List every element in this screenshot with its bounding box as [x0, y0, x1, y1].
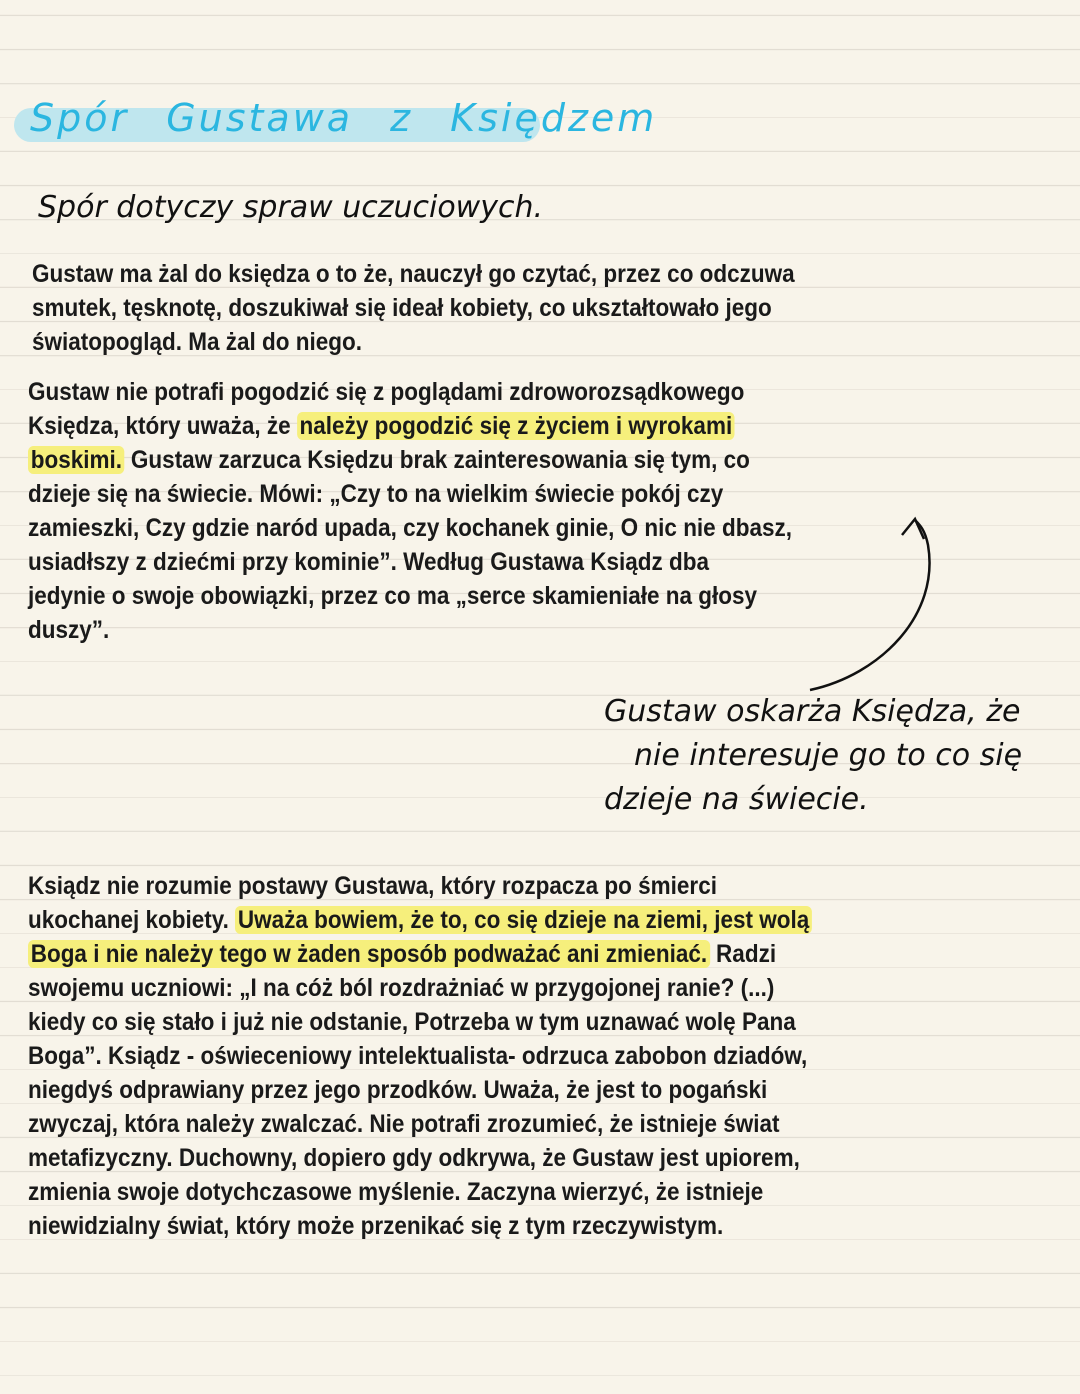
paragraph-1 [32, 257, 879, 359]
highlighted-text: Boga i nie należy tego w żaden sposób podważać ani zmieniać. [28, 940, 710, 968]
text-line [28, 1107, 812, 1141]
text-segment: jedynie o swoje obowiązki, przez co ma „serce skamieniałe na głosy [28, 582, 758, 610]
text-segment: zwyczaj, która należy zwalczać. Nie potrafi zrozumieć, że istnieje świat [28, 1110, 780, 1138]
text-segment: niewidzialny świat, który może przenikać się z tym rzeczywistym. [28, 1212, 724, 1240]
highlighted-text: należy pogodzić się z życiem i wyrokami [297, 412, 735, 440]
text-segment: światopogląd. Ma żal do niego. [32, 328, 363, 356]
text-line [28, 613, 792, 647]
text-line [32, 325, 795, 359]
note-line: dzieje na świecie. [604, 782, 869, 817]
text-line [28, 477, 792, 511]
text-segment: Gustaw nie potrafi pogodzić się z poglądami zdroworozsądkowego [28, 378, 745, 406]
text-line [28, 1175, 812, 1209]
text-segment: zmienia swoje dotychczasowe myślenie. Zaczyna wierzyć, że istnieje [28, 1178, 764, 1206]
text-segment: smutek, tęsknotę, doszukiwał się ideał kobiety, co ukształtowało jego [32, 294, 772, 322]
text-segment: metafizyczny. Duchowny, dopiero gdy odkrywa, że Gustaw jest upiorem, [28, 1144, 800, 1172]
text-segment: Ksiądz nie rozumie postawy Gustawa, który rozpacza po śmierci [28, 872, 717, 900]
text-segment: Radzi [709, 940, 777, 968]
text-segment: usiadłszy z dziećmi przy kominie”. Według Gustawa Ksiądz dba [28, 548, 710, 576]
text-segment: kiedy co się stało i już nie odstanie, Potrzeba w tym uznawać wolę Pana [28, 1008, 796, 1036]
text-line [28, 1141, 812, 1175]
text-line [32, 257, 795, 291]
note-line: nie interesuje go to co się [634, 738, 1023, 773]
note-line: Gustaw oskarża Księdza, że [604, 694, 1021, 729]
text-line [28, 545, 792, 579]
text-line [28, 579, 792, 613]
text-line [28, 1209, 812, 1243]
text-line [28, 443, 792, 477]
text-segment: niegdyś odprawiany przez jego przodków. Uważa, że jest to pogański [28, 1076, 768, 1104]
text-line [28, 375, 792, 409]
text-segment: Księdza, który uważa, że [28, 412, 297, 440]
paragraph-2 [28, 375, 877, 647]
text-segment: zamieszki, Czy gdzie naród upada, czy kochanek ginie, O nic nie dbasz, [28, 514, 792, 542]
text-line [28, 937, 812, 971]
text-segment: Boga”. Ksiądz - oświeceniowy intelektualista- odrzuca zabobon dziadów, [28, 1042, 808, 1070]
text-line [28, 409, 792, 443]
text-segment: dzieje się na świecie. Mówi: „Czy to na wielkim świecie pokój czy [28, 480, 724, 508]
text-line [28, 869, 812, 903]
arrow-icon [790, 505, 950, 705]
text-segment: duszy”. [28, 616, 110, 644]
highlighted-text: boskimi. [28, 446, 125, 474]
text-segment: swojemu uczniowi: „I na cóż ból rozdrażniać w przygojonej ranie? (...) [28, 974, 775, 1002]
page-title: Spór Gustawa z Księdzem [30, 96, 658, 140]
text-segment: Gustaw zarzuca Księdzu brak zainteresowania się tym, co [124, 446, 750, 474]
text-line [28, 1039, 812, 1073]
text-line [28, 971, 812, 1005]
text-segment: ukochanej kobiety. [28, 906, 236, 934]
text-line [28, 511, 792, 545]
text-segment: Gustaw ma żal do księdza o to że, nauczył go czytać, przez co odczuwa [32, 260, 795, 288]
text-line [32, 291, 795, 325]
subtitle: Spór dotyczy spraw uczuciowych. [38, 190, 544, 225]
text-line [28, 1073, 812, 1107]
highlighted-text: Uważa bowiem, że to, co się dzieje na ziemi, jest wolą [235, 906, 812, 934]
paragraph-3 [28, 869, 899, 1243]
text-line [28, 903, 812, 937]
text-line [28, 1005, 812, 1039]
handwritten-note [604, 690, 1022, 822]
